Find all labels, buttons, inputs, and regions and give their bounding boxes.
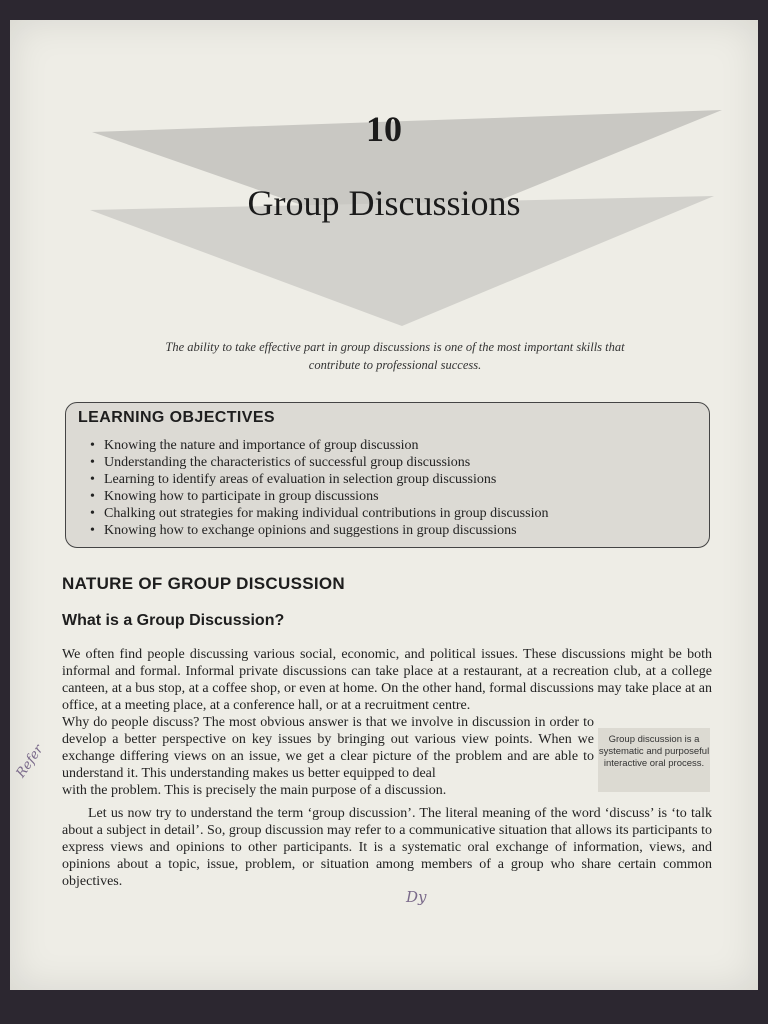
book-page (10, 20, 758, 990)
paragraph-text: Let us now try to understand the term ‘group discussion’. The literal meaning of the word ‘discuss’ is ‘to talk about a subject in detail’. So, group discussion may refer to a communicative situation that allows its participants to express views and opinions to other participants. It is a systematic oral exchange of information, views, and opinions about a topic, issue, problem, or situation among members of a group who share certain common objectives. (62, 806, 712, 889)
paragraph-text: Why do people discuss? The most obvious answer is that we involve in discussion in order to develop a better perspective on key issues by bringing out various view points. When we exchange differing views on an issue, we get a clear picture of the problem and are able to understand it. This understanding makes us better equipped to deal (62, 715, 594, 781)
list-item: • Understanding the characteristics of successful group discussions (90, 454, 548, 471)
list-item: • Knowing how to exchange opinions and suggestions in group discussions (90, 522, 548, 539)
list-item: • Knowing how to participate in group discussions (90, 488, 548, 505)
chapter-epigraph (130, 338, 660, 374)
learning-objectives-box (65, 402, 710, 548)
section-subheading: What is a Group Discussion? (62, 612, 285, 629)
section-heading: NATURE OF GROUP DISCUSSION (62, 574, 345, 593)
learning-objectives-heading: LEARNING OBJECTIVES (78, 409, 275, 426)
paragraph-text: with the problem. This is precisely the main purpose of a discussion. (62, 783, 447, 798)
epigraph-line: contribute to professional success. (308, 358, 482, 372)
list-item: • Learning to identify areas of evaluation in selection group discussions (90, 471, 548, 488)
list-item: • Chalking out strategies for making individual contributions in group discussion (90, 505, 548, 522)
chapter-number: 10 (366, 109, 402, 149)
learning-objectives-list (90, 437, 548, 539)
handwritten-note: Dy (406, 888, 427, 906)
margin-note: Group discussion is a systematic and purposeful interactive oral process. (598, 728, 710, 792)
paragraph-text: We often find people discussing various social, economic, and political issues. These discussions might be both informal and formal. Informal private discussions can take place at a restaurant, at a recreation club, at a college canteen, at a bus stop, at a coffee shop, or even at home. On the other hand, formal discussions may take place at an office, at a meeting place, at a conference hall, or at a recruitment centre. (62, 647, 712, 713)
handwritten-note: Refer (13, 742, 47, 781)
epigraph-line: The ability to take effective part in group discussions is one of the most important skills that (165, 340, 625, 354)
list-item: • Knowing the nature and importance of group discussion (90, 437, 548, 454)
body-paragraph-2 (62, 805, 712, 890)
chapter-title: Group Discussions (247, 183, 521, 223)
